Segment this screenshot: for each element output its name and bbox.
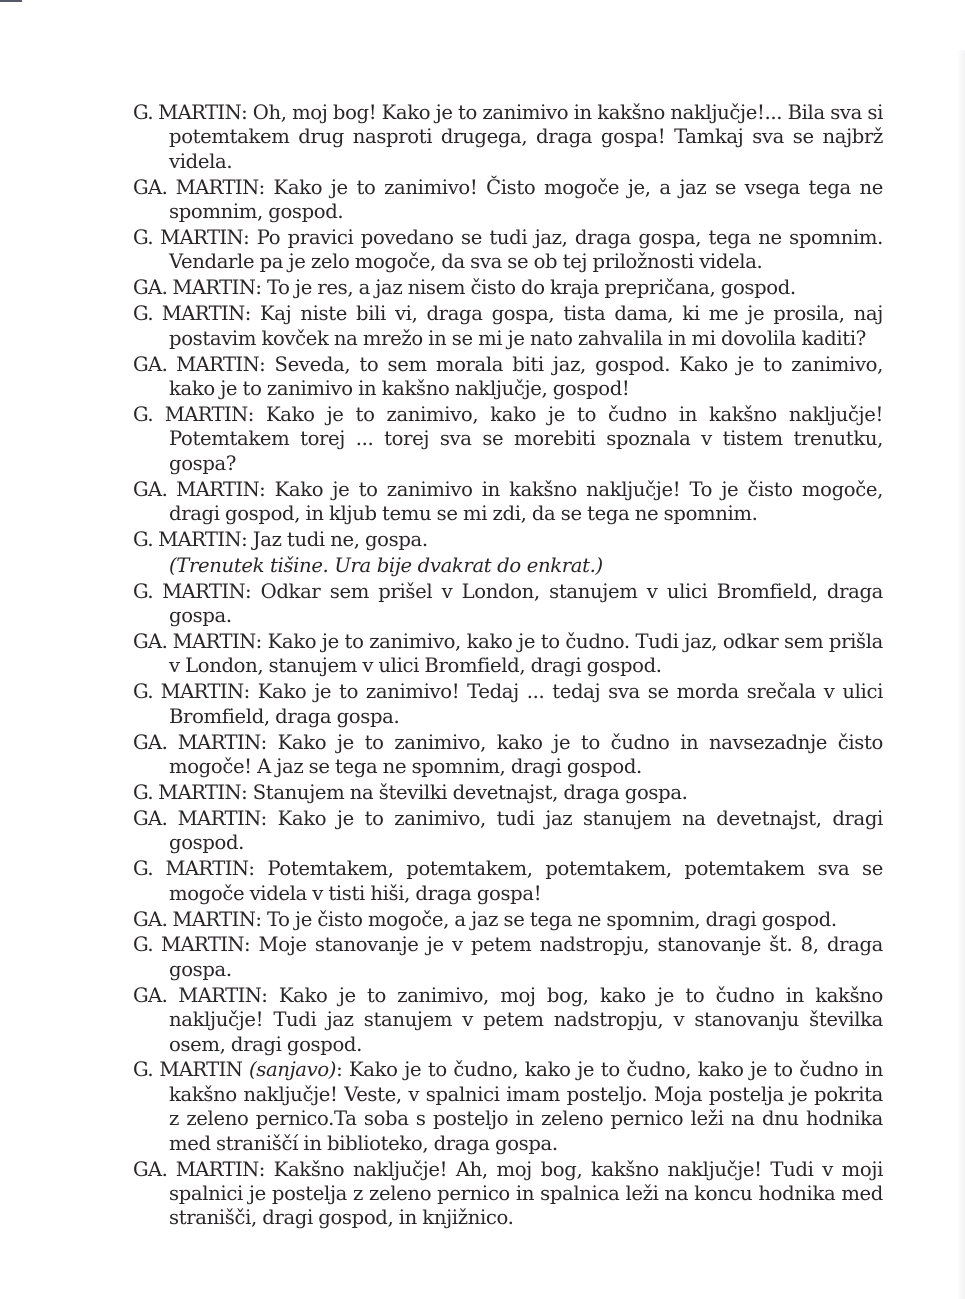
inline-stage-direction: (sanjavo)	[248, 1058, 337, 1082]
dialogue-text: Oh, moj bog! Kako je to zanimivo in kakšno naključje!... Bila sva si potemtakem drug nasproti drugega, draga gospa! Tamkaj sva se najbrž videla.	[169, 101, 883, 173]
dialogue-line: GA. MARTIN: Kakšno naključje! Ah, moj bog, kakšno naključje! Tudi v moji spalnici je postelja z zeleno pernico in spalnica leži na koncu hodnika med stranišči, dragi gospod, in knjižnico.	[133, 1157, 883, 1230]
dialogue-line: G. MARTIN: Kako je to zanimivo! Tedaj ... tedaj sva se morda srečala v ulici Bromfield, draga gospa.	[133, 680, 883, 728]
dialogue-text: Kakšno naključje! Ah, moj bog, kakšno naključje! Tudi v moji spalnici je postelja z zeleno pernico in spalnica leži na koncu hodnika med stranišči, dragi gospod, in knjižnico.	[169, 1157, 883, 1230]
dialogue-line: G. MARTIN: Oh, moj bog! Kako je to zanimivo in kakšno naključje!... Bila sva si potemtakem drug nasproti drugega, draga gospa! Tamkaj sva se najbrž videla.	[133, 101, 883, 173]
speaker-name: GA. MARTIN	[133, 630, 256, 654]
dialogue-line: GA. MARTIN: Kako je to zanimivo! Čisto mogoče je, a jaz se vsega tega ne spomnim, gospod.	[133, 175, 883, 224]
speaker-name: GA. MARTIN	[133, 907, 256, 931]
dialogue-text: Kako je to zanimivo, kako je to čudno in navsezadnje čisto mogoče! A jaz se tega ne spomnim, dragi gospod.	[169, 730, 883, 779]
dialogue-line: G. MARTIN: Kako je to zanimivo, kako je to čudno in kakšno naključje! Potemtakem torej ... torej sva se morebiti spoznala v tistem trenutku, gospa?	[133, 402, 883, 475]
dialogue-text: Kako je to zanimivo in kakšno naključje! To je čisto mogoče, dragi gospod, in kljub temu se mi zdi, da se tega ne spomnim.	[169, 477, 883, 525]
scan-corner-mark	[0, 0, 22, 2]
dialogue-line: G. MARTIN: Odkar sem prišel v London, stanujem v ulici Bromfield, draga gospa.	[133, 579, 883, 628]
script-page	[133, 101, 883, 1232]
speaker-name: GA. MARTIN	[133, 352, 260, 376]
dialogue-line: G. MARTIN: Stanujem na številki devetnajst, draga gospa.	[133, 780, 688, 804]
dialogue-text: To je čisto mogoče, a jaz se tega ne spomnim, dragi gospod.	[266, 907, 837, 931]
stage-direction: (Trenutek tišine. Ura bije dvakrat do enkrat.)	[169, 553, 603, 577]
dialogue-line: G. MARTIN: Jaz tudi ne, gospa.	[133, 527, 428, 551]
dialogue-text: Po pravici povedano se tudi jaz, draga gospa, tega ne spomnim. Vendarle pa je zelo mogoče, da sva se ob tej priložnosti videla.	[169, 226, 883, 274]
dialogue-text: Potemtakem, potemtakem, potemtakem, potemtakem sva se mogoče videla v tisti hiši, draga gospa!	[169, 857, 883, 905]
dialogue-line: GA. MARTIN: Kako je to zanimivo, tudi jaz stanujem na devetnajst, dragi gospod.	[133, 806, 883, 855]
speaker-name: GA. MARTIN	[133, 1157, 259, 1181]
dialogue-line: G. MARTIN: Po pravici povedano se tudi jaz, draga gospa, tega ne spomnim. Vendarle pa je zelo mogoče, da sva se ob tej priložnosti videla.	[133, 226, 883, 274]
dialogue-text: Kako je to zanimivo, moj bog, kako je to čudno in kakšno naključje! Tudi jaz stanujem v petem nadstropju, v stanovanju številka osem, dragi gospod.	[169, 983, 883, 1056]
dialogue-text: Seveda, to sem morala biti jaz, gospod. Kako je to zanimivo, kako je to zanimivo in kakšno naključje, gospod!	[169, 352, 883, 400]
dialogue-text: Kako je to zanimivo! Tedaj ... tedaj sva se morda srečala v ulici Bromfield, draga gospa.	[169, 680, 883, 728]
dialogue-line: GA. MARTIN: Kako je to zanimivo, kako je to čudno. Tudi jaz, odkar sem prišla v London, stanujem v ulici Bromfield, dragi gospod.	[133, 630, 883, 678]
dialogue-line: GA. MARTIN: Kako je to zanimivo in kakšno naključje! To je čisto mogoče, dragi gospod, in kljub temu se mi zdi, da se tega ne spomnim.	[133, 477, 883, 525]
dialogue-text: Moje stanovanje je v petem nadstropju, stanovanje št. 8, draga gospa.	[169, 933, 884, 981]
dialogue-line: GA. MARTIN: To je čisto mogoče, a jaz se tega ne spomnim, dragi gospod.	[133, 907, 837, 931]
dialogue-text: Stanujem na številki devetnajst, draga gospa.	[252, 780, 688, 804]
speaker-name: GA. MARTIN	[133, 477, 260, 501]
speaker-name: G. MARTIN	[133, 226, 244, 250]
speaker-name: G. MARTIN	[133, 780, 242, 804]
speaker-name: GA. MARTIN	[133, 806, 261, 830]
dialogue-line: G. MARTIN: Moje stanovanje je v petem nadstropju, stanovanje št. 8, draga gospa.	[133, 933, 884, 981]
dialogue-line: GA. MARTIN: Kako je to zanimivo, moj bog, kako je to čudno in kakšno naključje! Tudi jaz stanujem v petem nadstropju, v stanovanju številka osem, dragi gospod.	[133, 983, 883, 1056]
dialogue-line: GA. MARTIN: Seveda, to sem morala biti jaz, gospod. Kako je to zanimivo, kako je to zanimivo in kakšno naključje, gospod!	[133, 352, 883, 400]
speaker-name: GA. MARTIN	[133, 730, 261, 754]
dialogue-text: Kaj niste bili vi, draga gospa, tista dama, ki me je prosila, naj postavim kovček na mrežo in se mi je nato zahvalila in mi dovolila kaditi?	[169, 302, 883, 350]
dialogue-text: Odkar sem prišel v London, stanujem v ulici Bromfield, draga gospa.	[169, 579, 883, 628]
dialogue-text: Kako je to zanimivo, kako je to čudno in kakšno naključje! Potemtakem torej ... torej sva se morebiti spoznala v tistem trenutku, gospa?	[169, 402, 883, 475]
speaker-name: GA. MARTIN	[133, 983, 262, 1007]
speaker-name: G. MARTIN	[133, 101, 242, 124]
dialogue-text: Kako je to zanimivo, kako je to čudno. Tudi jaz, odkar sem prišla v London, stanujem v ulici Bromfield, dragi gospod.	[169, 630, 883, 678]
speaker-name: G. MARTIN	[133, 402, 248, 426]
dialogue-text: Kako je to zanimivo! Čisto mogoče je, a jaz se vsega tega ne spomnim, gospod.	[169, 175, 883, 224]
speaker-name: G. MARTIN	[133, 527, 242, 551]
dialogue-line: G. MARTIN: Potemtakem, potemtakem, potemtakem, potemtakem sva se mogoče videla v tisti hiši, draga gospa!	[133, 857, 883, 905]
dialogue-text: Kako je to čudno, kako je to čudno, kako je to čudno in kakšno naključje! Veste, v spalnici imam posteljo. Moja postelja je pokrita z zeleno pernico.Ta soba s posteljo in zeleno pernico leži na dnu hodnika med straniščí in biblioteko, draga gospa.	[169, 1058, 883, 1155]
speaker-name: G. MARTIN	[133, 579, 246, 603]
scan-edge-shadow	[957, 50, 965, 1299]
speaker-name: GA. MARTIN	[133, 276, 256, 300]
speaker-name: G. MARTIN	[133, 933, 244, 957]
speaker-name: G. MARTIN	[133, 1058, 243, 1082]
dialogue-line: G. MARTIN (sanjavo): Kako je to čudno, kako je to čudno, kako je to čudno in kakšno naključje! Veste, v spalnici imam posteljo. Moja postelja je pokrita z zeleno pernico.Ta soba s posteljo in zeleno pernico leži na dnu hodnika med straniščí in biblioteko, draga gospa.	[133, 1058, 883, 1155]
speaker-name: GA. MARTIN	[133, 175, 259, 199]
dialogue-text: To je res, a jaz nisem čisto do kraja prepričana, gospod.	[266, 276, 796, 300]
speaker-name: G. MARTIN	[133, 680, 244, 704]
dialogue-text: Kako je to zanimivo, tudi jaz stanujem na devetnajst, dragi gospod.	[169, 806, 883, 855]
dialogue-line: GA. MARTIN: To je res, a jaz nisem čisto do kraja prepričana, gospod.	[133, 276, 796, 300]
dialogue-text: Jaz tudi ne, gospa.	[252, 527, 428, 551]
dialogue-line: G. MARTIN: Kaj niste bili vi, draga gospa, tista dama, ki me je prosila, naj postavim kovček na mrežo in se mi je nato zahvalila in mi dovolila kaditi?	[133, 302, 883, 350]
speaker-name: G. MARTIN	[133, 302, 245, 326]
dialogue-line: GA. MARTIN: Kako je to zanimivo, kako je to čudno in navsezadnje čisto mogoče! A jaz se tega ne spomnim, dragi gospod.	[133, 730, 883, 779]
speaker-name: G. MARTIN	[133, 857, 249, 881]
